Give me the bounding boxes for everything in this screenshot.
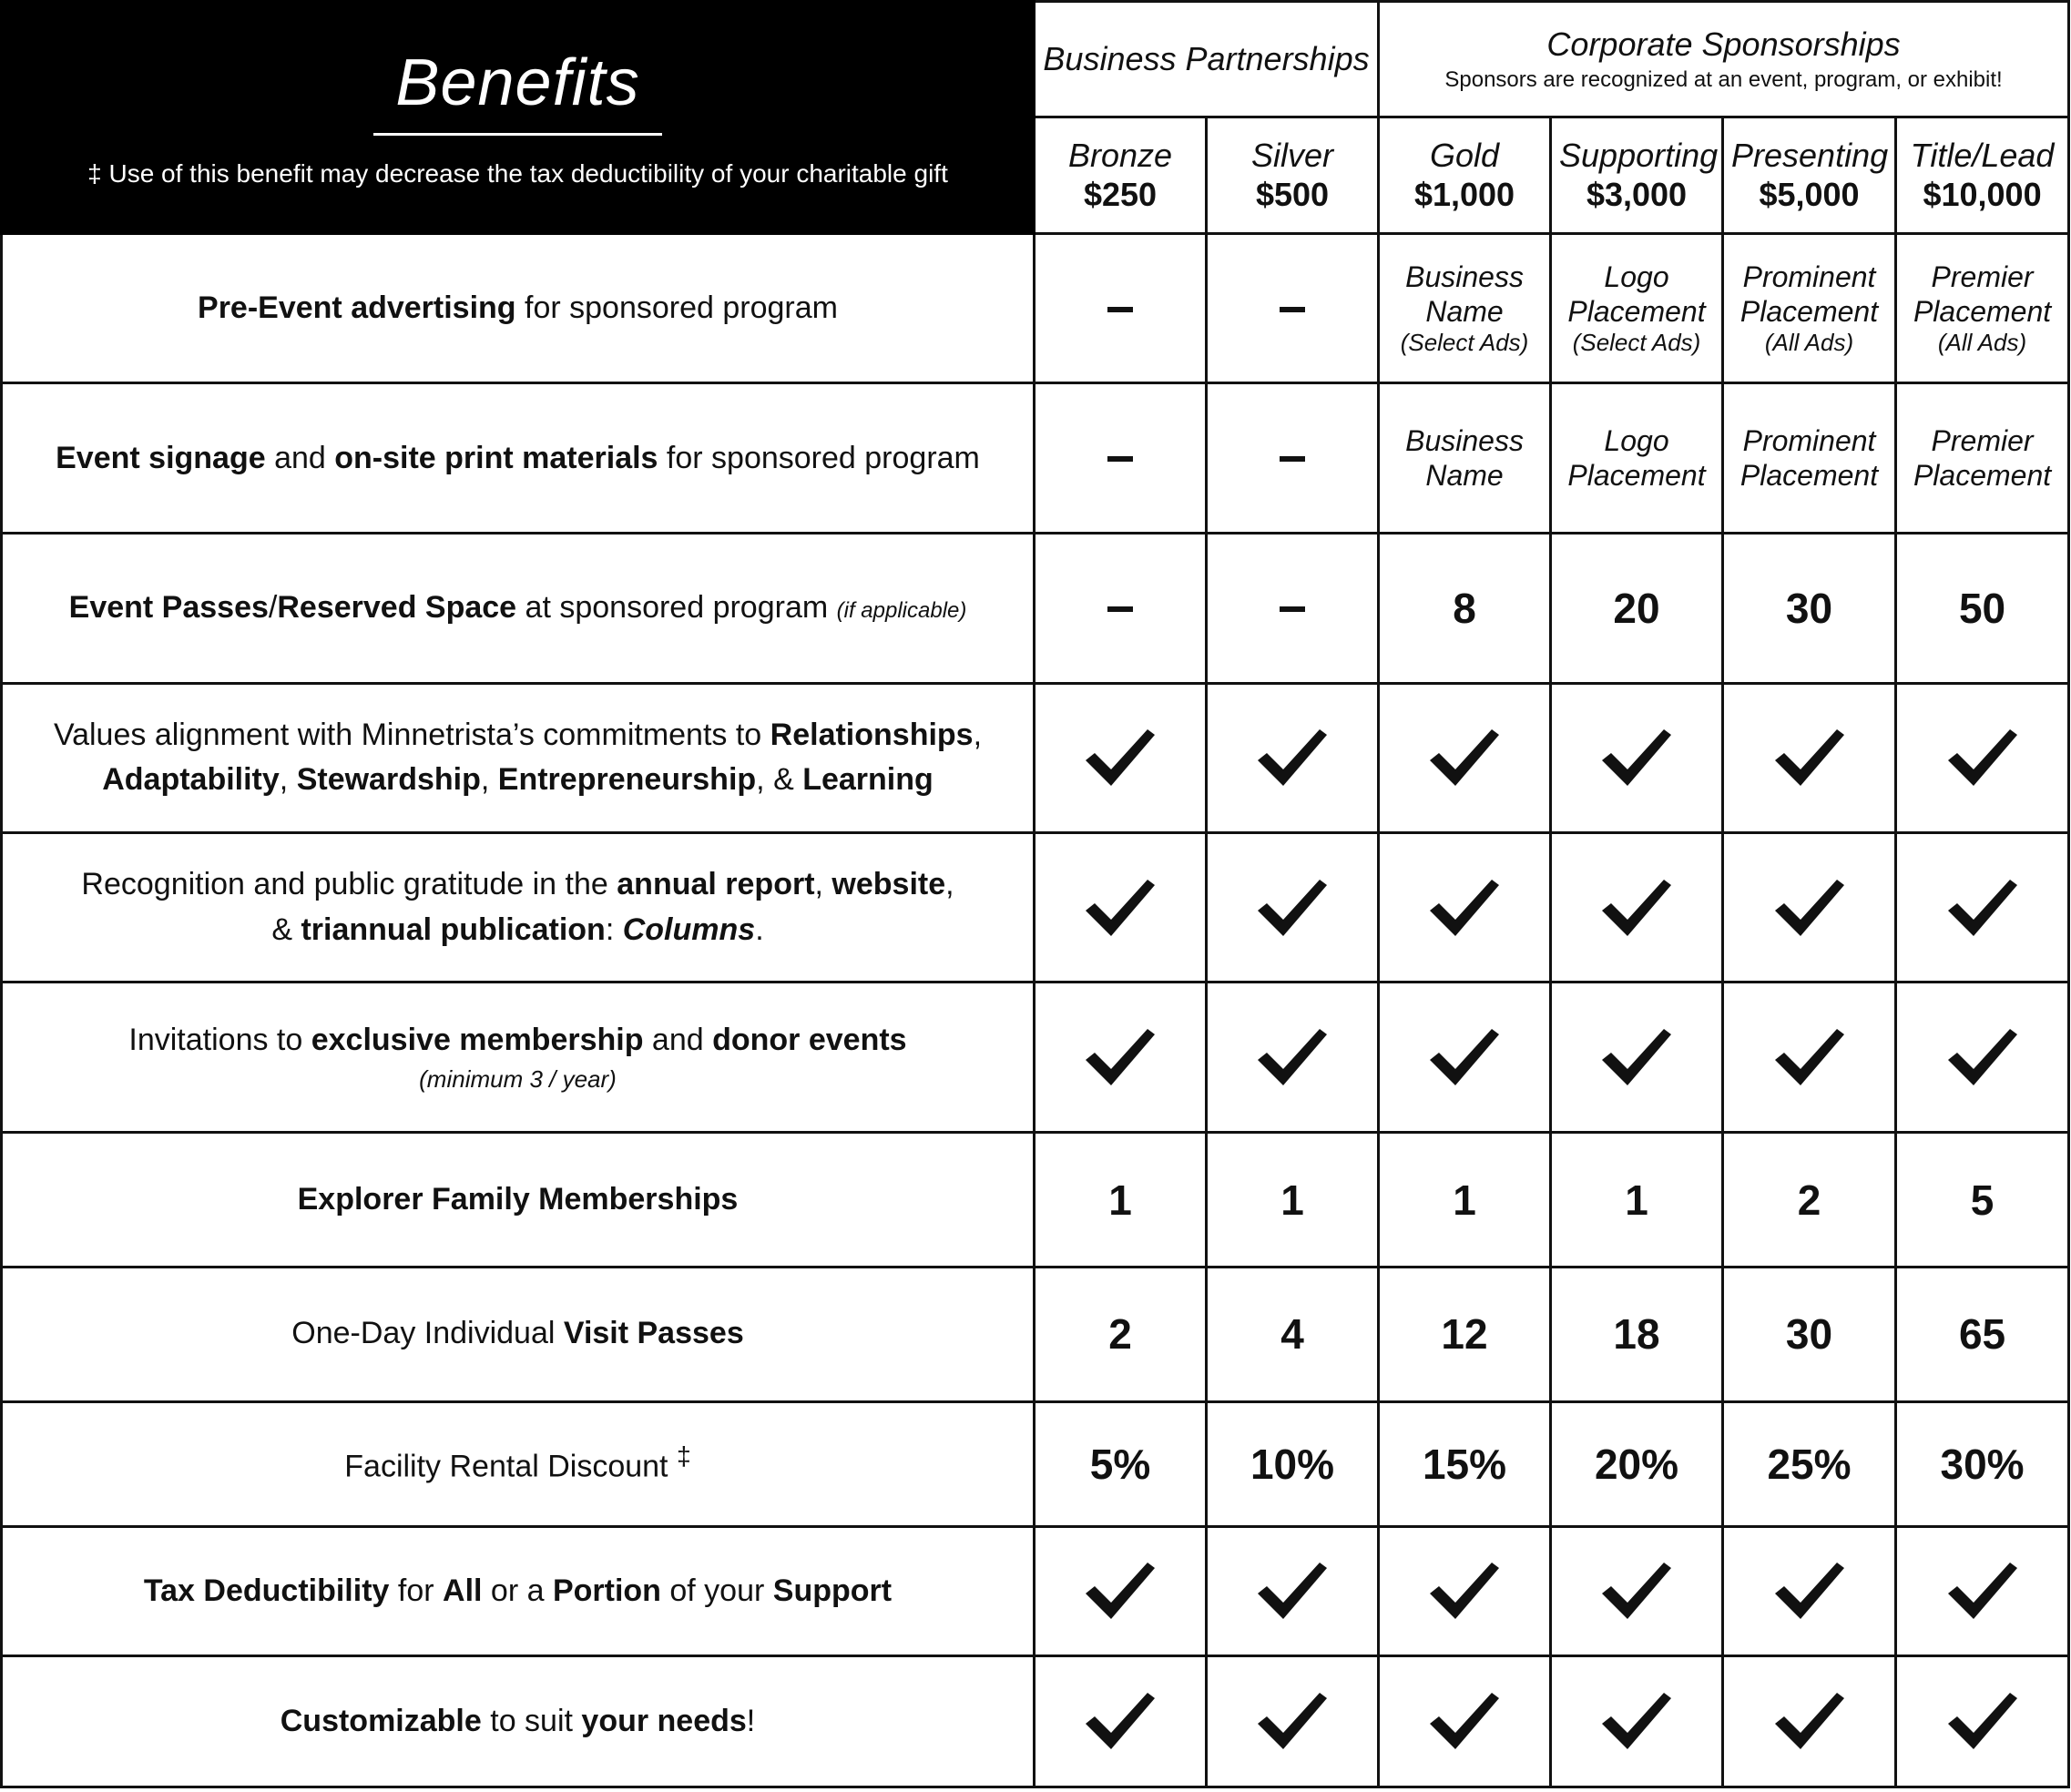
tier-cell — [1551, 1526, 1723, 1655]
benefit-label — [2, 683, 1035, 832]
table-row — [2, 534, 2069, 683]
tier-price: $250 — [1083, 175, 1158, 213]
benefit-text: , — [480, 762, 498, 798]
placement-line: Logo — [1604, 423, 1669, 457]
page-title: Benefits — [373, 46, 661, 136]
tier-cell — [1035, 1133, 1207, 1267]
tier-cell — [1379, 1267, 1551, 1401]
benefit-text: , — [973, 718, 983, 753]
benefit-emphasis: Relationships — [770, 718, 974, 753]
benefit-emphasis: Customizable — [280, 1703, 482, 1738]
benefit-text: Facility Rental Discount — [344, 1449, 677, 1484]
tier-cell — [1035, 383, 1207, 534]
benefit-text: . — [755, 911, 764, 947]
tier-cell — [1207, 1401, 1379, 1526]
tier-cell — [1035, 1401, 1207, 1526]
checkmark-icon — [1043, 1025, 1198, 1089]
business-partnerships-header — [1035, 2, 1379, 117]
benefit-text: and — [643, 1022, 713, 1057]
checkmark-icon — [1387, 1559, 1542, 1623]
checkmark-icon — [1043, 726, 1198, 789]
checkmark-icon — [1387, 1689, 1542, 1753]
tier-cell — [1723, 1267, 1896, 1401]
tier-cell — [1207, 1133, 1379, 1267]
tier-name: Presenting — [1731, 137, 1889, 175]
benefit-text: of your — [660, 1573, 773, 1608]
tier-name: Silver — [1250, 137, 1334, 175]
benefit-qualifier: (if applicable) — [836, 598, 967, 624]
tier-name: Supporting — [1559, 137, 1719, 175]
tier-name: Title/Lead — [1910, 137, 2055, 175]
tier-cell — [1551, 1267, 1723, 1401]
benefit-text: & — [271, 911, 301, 947]
dash-icon — [1107, 456, 1133, 462]
table-row — [2, 983, 2069, 1133]
checkmark-icon — [1559, 1559, 1714, 1623]
corporate-sponsorships-title: Corporate Sponsorships — [1546, 25, 1901, 63]
benefit-footnote: (minimum 3 / year) — [419, 1065, 617, 1094]
placement-note: (Select Ads) — [1572, 329, 1701, 357]
benefit-emphasis: Explorer Family Memberships — [297, 1181, 739, 1217]
table-row — [2, 1133, 2069, 1267]
tier-cell — [1723, 1526, 1896, 1655]
benefit-label — [2, 233, 1035, 382]
tier-cell — [1723, 383, 1896, 534]
tier-cell — [1379, 983, 1551, 1133]
tier-cell — [1379, 683, 1551, 832]
checkmark-icon — [1215, 726, 1370, 789]
benefit-value: 50 — [1958, 585, 2006, 633]
checkmark-icon — [1387, 726, 1542, 789]
tier-cell — [1723, 832, 1896, 982]
checkmark-icon — [1904, 1025, 2060, 1089]
benefit-emphasis: Learning — [802, 762, 933, 798]
tier-cell — [1551, 233, 1723, 382]
benefit-emphasis: website — [831, 867, 946, 902]
benefit-label — [2, 1655, 1035, 1787]
tier-cell — [1379, 383, 1551, 534]
placement-text — [1904, 423, 2060, 494]
benefit-value: 1 — [1280, 1176, 1304, 1224]
table-row — [2, 832, 2069, 982]
tier-cell — [1379, 832, 1551, 982]
placement-line: Name — [1425, 294, 1504, 328]
checkmark-icon — [1215, 876, 1370, 940]
benefit-text: : — [605, 911, 623, 947]
benefit-label — [2, 832, 1035, 982]
tier-gold-header — [1379, 117, 1551, 233]
tier-cell — [1551, 683, 1723, 832]
benefit-emphasis: Event Passes — [68, 590, 269, 626]
tier-cell — [1896, 1267, 2069, 1401]
checkmark-icon — [1043, 1689, 1198, 1753]
benefit-label — [2, 983, 1035, 1133]
placement-line: Placement — [1739, 459, 1879, 493]
benefit-value: 5% — [1089, 1440, 1151, 1488]
benefit-text: , — [279, 762, 297, 798]
checkmark-icon — [1043, 1559, 1198, 1623]
checkmark-icon — [1215, 1025, 1370, 1089]
checkmark-icon — [1387, 876, 1542, 940]
tier-price: $10,000 — [1923, 175, 2042, 213]
tier-presenting-header — [1723, 117, 1896, 233]
placement-line: Placement — [1739, 294, 1879, 328]
benefit-label — [2, 1267, 1035, 1401]
tier-cell — [1207, 1526, 1379, 1655]
tier-cell — [1207, 983, 1379, 1133]
tier-name: Gold — [1429, 137, 1500, 175]
placement-line: Prominent — [1742, 260, 1876, 293]
placement-line: Prominent — [1742, 423, 1876, 457]
benefit-text: / — [268, 590, 278, 626]
placement-line: Placement — [1913, 294, 2052, 328]
benefit-text: for — [389, 1573, 444, 1608]
benefit-emphasis: Reserved Space — [277, 590, 517, 626]
tier-cell — [1551, 534, 1723, 683]
checkmark-icon — [1043, 876, 1198, 940]
tier-cell — [1896, 683, 2069, 832]
benefit-value: 20 — [1613, 585, 1660, 633]
tier-silver-header — [1207, 117, 1379, 233]
checkmark-icon — [1559, 876, 1714, 940]
benefit-emphasis: Entrepreneurship — [497, 762, 757, 798]
placement-line: Logo — [1604, 260, 1669, 293]
placement-note: (All Ads) — [1764, 329, 1854, 357]
dash-icon — [1280, 307, 1305, 312]
tier-cell — [1379, 1133, 1551, 1267]
benefit-text: , & — [756, 762, 803, 798]
tier-name: Bronze — [1067, 137, 1173, 175]
benefit-label — [2, 534, 1035, 683]
placement-text — [1731, 423, 1887, 494]
tier-cell — [1035, 534, 1207, 683]
benefit-value: 12 — [1441, 1310, 1488, 1359]
benefit-label — [2, 1133, 1035, 1267]
benefit-emphasis: triannual publication — [301, 911, 606, 947]
benefit-value: 18 — [1613, 1310, 1660, 1359]
benefit-value: 20% — [1594, 1440, 1679, 1488]
tier-price: $3,000 — [1586, 175, 1688, 213]
tier-cell — [1035, 1267, 1207, 1401]
tax-deductibility-note: ‡ Use of this benefit may decrease the tax deductibility of your charitable gift — [87, 159, 948, 188]
benefit-text: Invitations to — [128, 1022, 311, 1057]
tier-cell — [1207, 832, 1379, 982]
benefits-header — [2, 2, 1035, 234]
tier-cell — [1723, 233, 1896, 382]
benefit-text: , — [945, 867, 954, 902]
tier-cell — [1207, 233, 1379, 382]
placement-line: Placement — [1567, 459, 1706, 493]
tier-cell — [1551, 1401, 1723, 1526]
table-row — [2, 1526, 2069, 1655]
checkmark-icon — [1387, 1025, 1542, 1089]
benefit-label — [2, 1401, 1035, 1526]
tier-cell — [1207, 534, 1379, 683]
tier-cell — [1896, 233, 2069, 382]
tier-price: $500 — [1255, 175, 1330, 213]
dash-icon — [1280, 456, 1305, 462]
tier-cell — [1551, 1655, 1723, 1787]
benefit-value: 2 — [1108, 1310, 1132, 1359]
tier-cell — [1723, 983, 1896, 1133]
benefit-text: ! — [746, 1703, 756, 1738]
tier-cell — [1551, 1133, 1723, 1267]
double-dagger-mark: ‡ — [676, 1441, 691, 1471]
benefit-text: Recognition and public gratitude in the — [81, 867, 617, 902]
tier-cell — [1207, 383, 1379, 534]
tier-cell — [1035, 1526, 1207, 1655]
tier-cell — [1379, 1655, 1551, 1787]
table-row — [2, 1401, 2069, 1526]
tier-cell — [1379, 1526, 1551, 1655]
tier-cell — [1551, 983, 1723, 1133]
tier-cell — [1723, 683, 1896, 832]
placement-text — [1387, 423, 1542, 494]
benefit-emphasis: donor events — [712, 1022, 907, 1057]
placement-line: Placement — [1913, 459, 2052, 493]
benefit-text: , — [814, 867, 832, 902]
tier-cell — [1379, 534, 1551, 683]
benefit-value: 1 — [1625, 1176, 1648, 1224]
benefit-emphasis: Stewardship — [296, 762, 481, 798]
dash-icon — [1107, 606, 1133, 612]
benefit-value: 1 — [1108, 1176, 1132, 1224]
checkmark-icon — [1559, 726, 1714, 789]
checkmark-icon — [1731, 726, 1887, 789]
checkmark-icon — [1215, 1559, 1370, 1623]
benefit-emphasis: exclusive membership — [311, 1022, 644, 1057]
tier-cell — [1723, 1655, 1896, 1787]
table-row — [2, 1655, 2069, 1787]
tier-cell — [1723, 1133, 1896, 1267]
placement-note: (Select Ads) — [1400, 329, 1529, 357]
benefit-emphasis: your needs — [581, 1703, 747, 1738]
tier-cell — [1896, 983, 2069, 1133]
benefit-value: 30 — [1785, 585, 1833, 633]
table-row — [2, 683, 2069, 832]
corporate-sponsorships-subtitle: Sponsors are recognized at an event, program, or exhibit! — [1444, 66, 2003, 92]
tier-cell — [1035, 1655, 1207, 1787]
checkmark-icon — [1904, 1559, 2060, 1623]
tier-title-lead-header — [1896, 117, 2069, 233]
tier-cell — [1896, 1133, 2069, 1267]
corporate-sponsorships-header — [1379, 2, 2069, 117]
benefit-value: 10% — [1250, 1440, 1335, 1488]
table-row — [2, 233, 2069, 382]
benefit-value: 15% — [1422, 1440, 1507, 1488]
tier-cell — [1723, 534, 1896, 683]
benefit-value: 8 — [1453, 585, 1476, 633]
tier-price: $5,000 — [1759, 175, 1860, 213]
dash-icon — [1280, 606, 1305, 612]
checkmark-icon — [1731, 876, 1887, 940]
benefit-value: 2 — [1797, 1176, 1821, 1224]
checkmark-icon — [1904, 726, 2060, 789]
benefit-label — [2, 1526, 1035, 1655]
benefit-emphasis: on-site print materials — [334, 440, 658, 475]
benefit-emphasis: Event signage — [56, 440, 266, 475]
tier-cell — [1379, 233, 1551, 382]
benefit-text: to suit — [481, 1703, 582, 1738]
checkmark-icon — [1559, 1025, 1714, 1089]
benefit-value: 25% — [1767, 1440, 1852, 1488]
benefit-value: 5 — [1970, 1176, 1994, 1224]
tier-cell — [1896, 1401, 2069, 1526]
tier-cell — [1035, 832, 1207, 982]
placement-line: Business — [1405, 423, 1524, 457]
tier-cell — [1207, 1655, 1379, 1787]
tier-cell — [1207, 683, 1379, 832]
tier-cell — [1896, 1655, 2069, 1787]
placement-line: Premier — [1931, 423, 2034, 457]
checkmark-icon — [1559, 1689, 1714, 1753]
business-partnerships-title: Business Partnerships — [1043, 39, 1370, 77]
tier-supporting-header — [1551, 117, 1723, 233]
benefit-emphasis: Adaptability — [102, 762, 280, 798]
benefit-emphasis: Support — [772, 1573, 893, 1608]
tier-cell — [1035, 683, 1207, 832]
placement-line: Name — [1425, 459, 1504, 493]
tier-cell — [1896, 832, 2069, 982]
benefit-emphasis: Portion — [552, 1573, 661, 1608]
table-row — [2, 1267, 2069, 1401]
benefit-label — [2, 383, 1035, 534]
tier-cell — [1035, 233, 1207, 382]
placement-line: Premier — [1931, 260, 2034, 293]
placement-line: Placement — [1567, 294, 1706, 328]
benefit-emphasis: All — [443, 1573, 483, 1608]
benefit-text: for sponsored program — [515, 290, 838, 325]
checkmark-icon — [1731, 1689, 1887, 1753]
checkmark-icon — [1904, 876, 2060, 940]
placement-text — [1559, 423, 1714, 494]
benefit-emphasis: Pre-Event advertising — [198, 290, 516, 325]
benefit-value: 1 — [1453, 1176, 1476, 1224]
placement-line: Business — [1405, 260, 1524, 293]
benefit-value: 30% — [1940, 1440, 2025, 1488]
dash-icon — [1107, 307, 1133, 312]
placement-text — [1904, 260, 2060, 358]
tier-cell — [1896, 534, 2069, 683]
benefit-value: 4 — [1280, 1310, 1304, 1359]
tier-cell — [1035, 983, 1207, 1133]
benefit-text: at sponsored program — [516, 590, 837, 626]
tier-cell — [1896, 1526, 2069, 1655]
tier-cell — [1551, 832, 1723, 982]
benefit-text: Values alignment with Minnetrista’s commitments to — [53, 718, 770, 753]
checkmark-icon — [1731, 1025, 1887, 1089]
checkmark-icon — [1215, 1689, 1370, 1753]
tier-cell — [1723, 1401, 1896, 1526]
tier-cell — [1207, 1267, 1379, 1401]
table-row — [2, 383, 2069, 534]
tier-cell — [1896, 383, 2069, 534]
benefit-text: or a — [482, 1573, 553, 1608]
benefit-emphasis: Columns — [622, 911, 756, 947]
benefit-emphasis: Tax Deductibility — [143, 1573, 390, 1608]
benefit-value: 30 — [1785, 1310, 1833, 1359]
benefit-emphasis: annual report — [617, 867, 815, 902]
placement-note: (All Ads) — [1937, 329, 2027, 357]
checkmark-icon — [1904, 1689, 2060, 1753]
benefit-value: 65 — [1958, 1310, 2006, 1359]
benefit-emphasis: Visit Passes — [563, 1316, 744, 1351]
benefit-text: for sponsored program — [658, 440, 980, 475]
tier-price: $1,000 — [1413, 175, 1515, 213]
tier-bronze-header — [1035, 117, 1207, 233]
tier-cell — [1379, 1401, 1551, 1526]
tier-cell — [1551, 383, 1723, 534]
placement-text — [1387, 260, 1542, 358]
checkmark-icon — [1731, 1559, 1887, 1623]
placement-text — [1731, 260, 1887, 358]
benefit-text: and — [265, 440, 335, 475]
benefit-text: One-Day Individual — [291, 1316, 564, 1351]
placement-text — [1559, 260, 1714, 358]
